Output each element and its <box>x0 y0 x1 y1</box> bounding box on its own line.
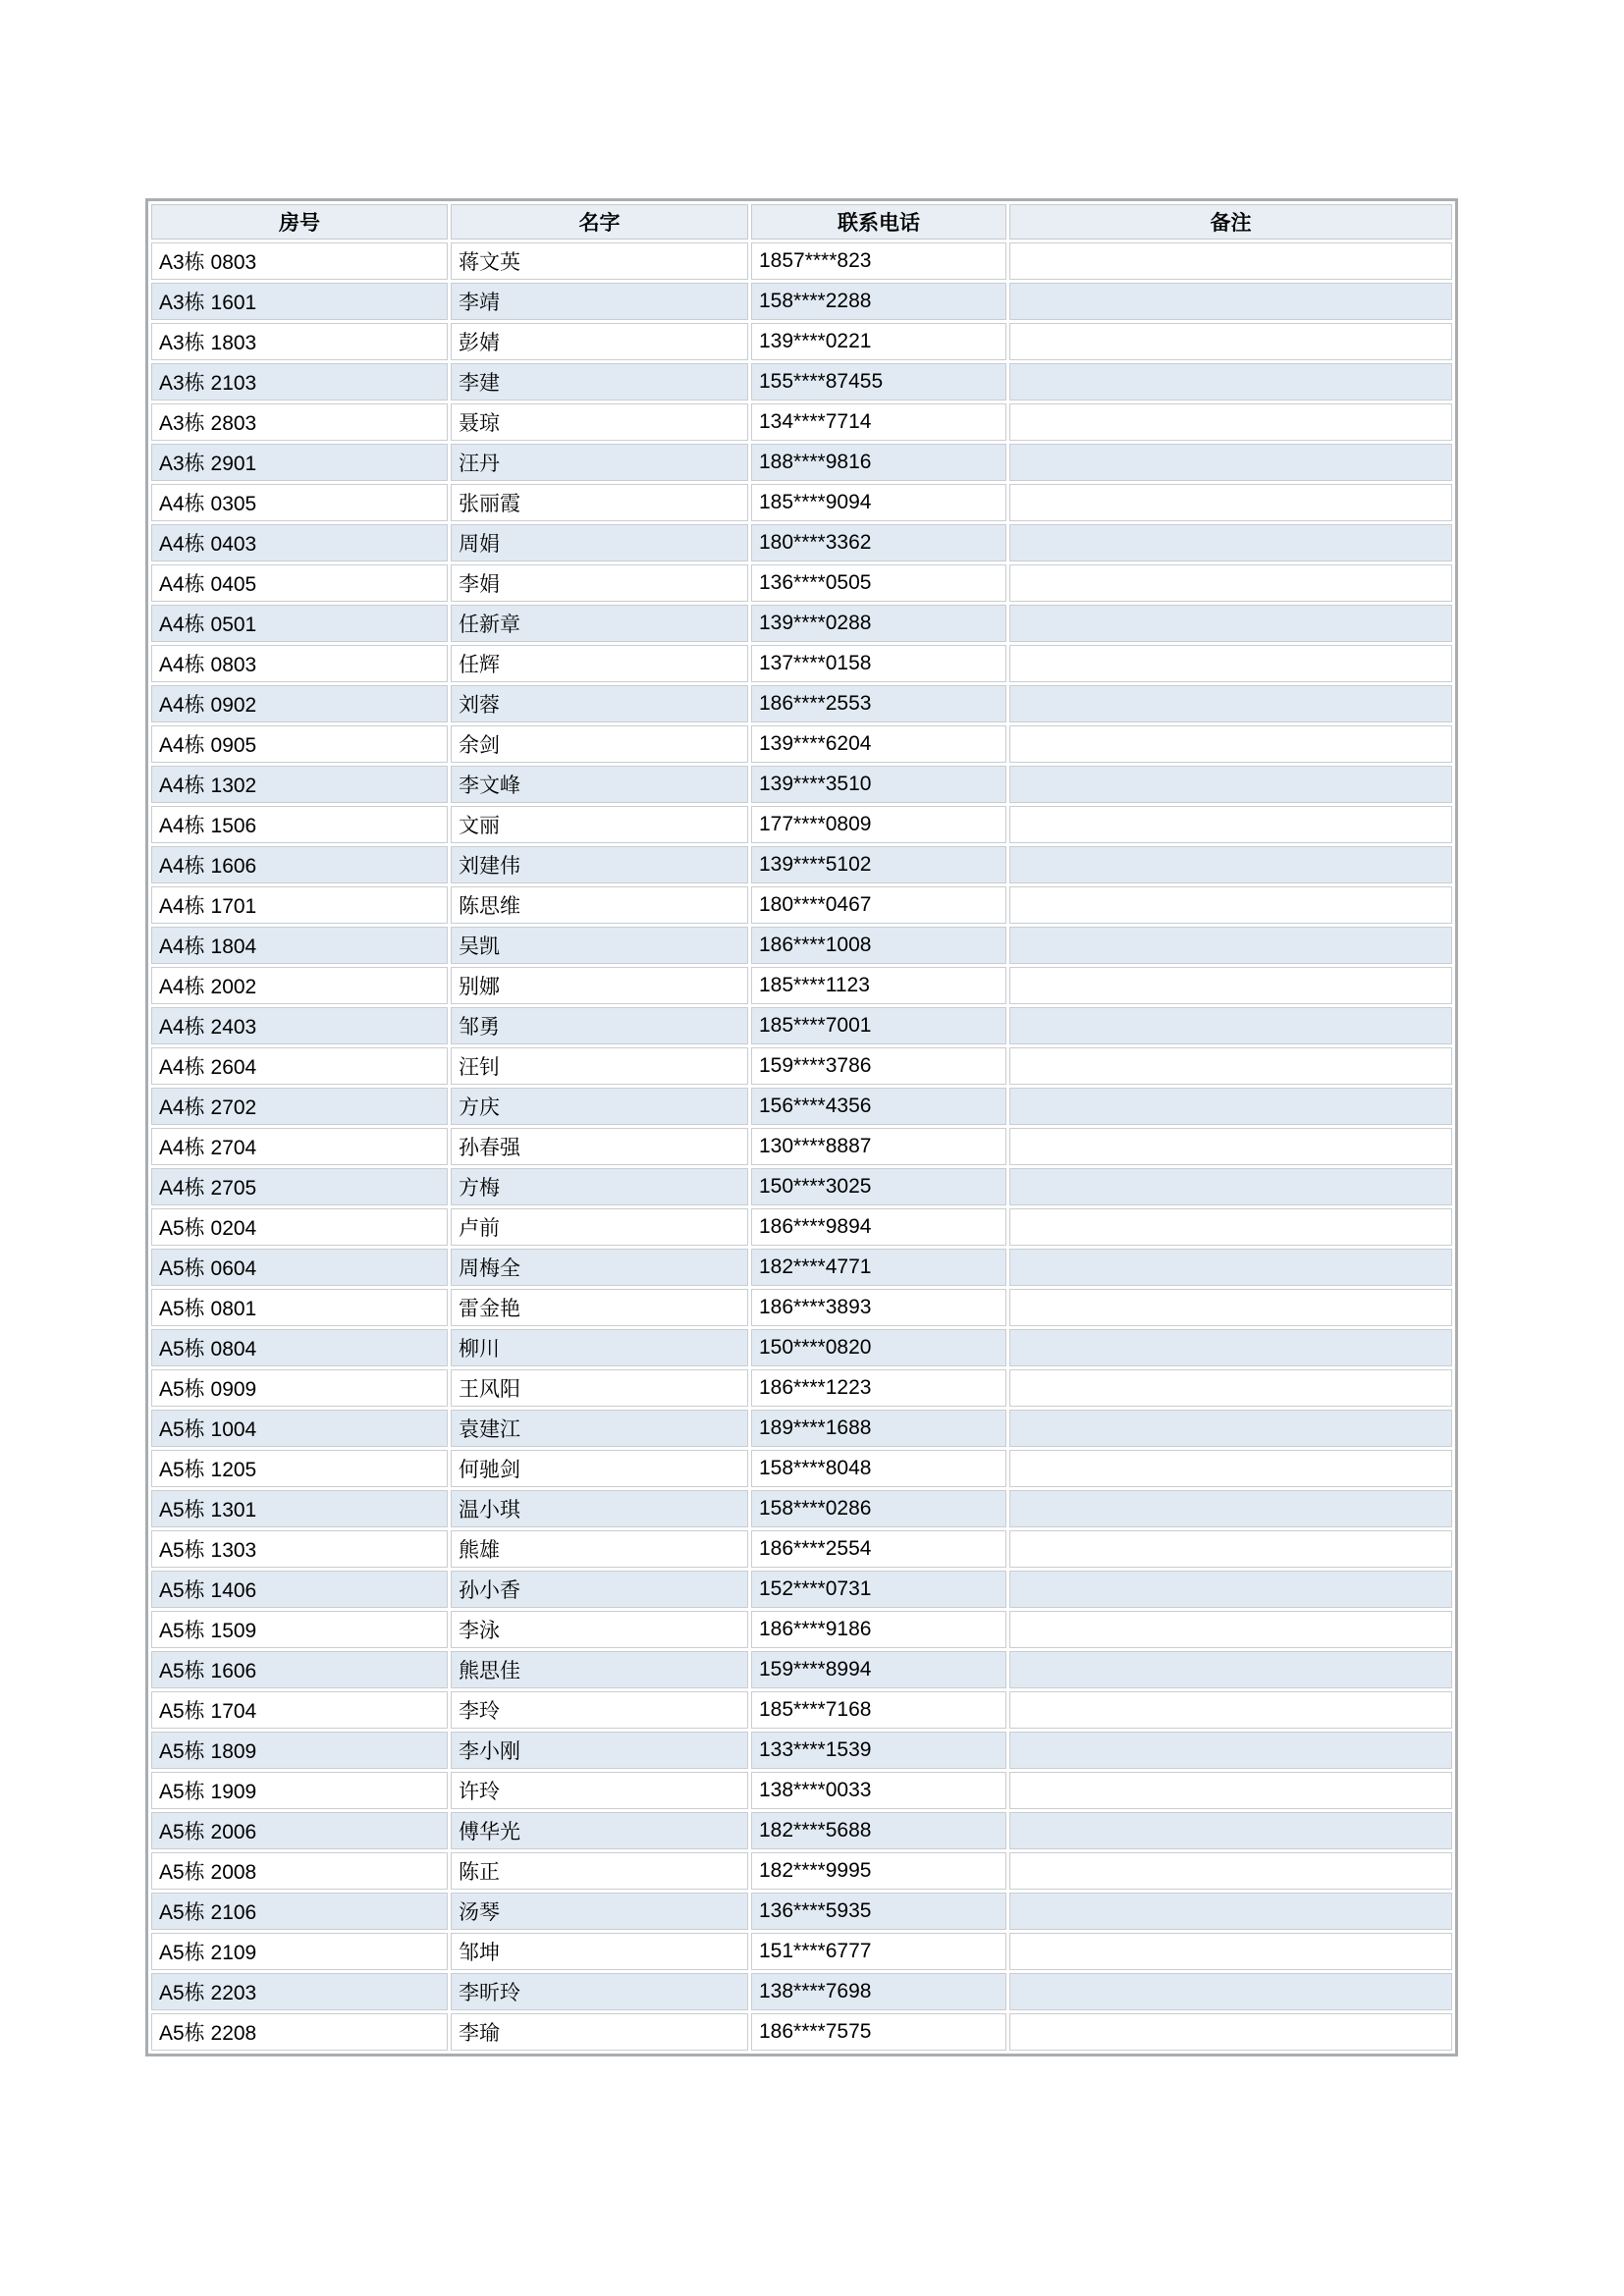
phone-cell: 185****7001 <box>751 1007 1006 1044</box>
name-cell: 卢前 <box>451 1208 748 1246</box>
remark-cell <box>1009 1369 1452 1407</box>
room-cell: A4栋 2702 <box>151 1088 448 1125</box>
remark-cell <box>1009 1168 1452 1205</box>
phone-cell: 159****3786 <box>751 1047 1006 1085</box>
column-header-phone: 联系电话 <box>751 204 1006 240</box>
phone-cell: 158****2288 <box>751 283 1006 320</box>
room-cell: A5栋 1205 <box>151 1450 448 1487</box>
name-cell: 汤琴 <box>451 1893 748 1930</box>
remark-cell <box>1009 1329 1452 1366</box>
remark-cell <box>1009 1651 1452 1688</box>
phone-cell: 134****7714 <box>751 403 1006 441</box>
remark-cell <box>1009 766 1452 803</box>
table-row <box>151 1128 1452 1165</box>
phone-cell: 159****8994 <box>751 1651 1006 1688</box>
table-row <box>151 1732 1452 1769</box>
name-cell: 周梅全 <box>451 1249 748 1286</box>
table-header-row <box>151 204 1452 240</box>
name-cell: 刘建伟 <box>451 846 748 883</box>
phone-cell: 156****4356 <box>751 1088 1006 1125</box>
table-row <box>151 1530 1452 1568</box>
room-cell: A4栋 1302 <box>151 766 448 803</box>
phone-cell: 188****9816 <box>751 444 1006 481</box>
name-cell: 李文峰 <box>451 766 748 803</box>
room-cell: A3栋 1601 <box>151 283 448 320</box>
room-cell: A4栋 1804 <box>151 927 448 964</box>
name-cell: 陈正 <box>451 1852 748 1890</box>
column-header-name: 名字 <box>451 204 748 240</box>
table-row <box>151 323 1452 360</box>
phone-cell: 133****1539 <box>751 1732 1006 1769</box>
table-row <box>151 766 1452 803</box>
table-row <box>151 1611 1452 1648</box>
name-cell: 熊雄 <box>451 1530 748 1568</box>
table-row <box>151 927 1452 964</box>
phone-cell: 139****0288 <box>751 605 1006 642</box>
phone-cell: 155****87455 <box>751 363 1006 400</box>
table-row <box>151 564 1452 602</box>
remark-cell <box>1009 242 1452 280</box>
name-cell: 何驰剑 <box>451 1450 748 1487</box>
table-row <box>151 1410 1452 1447</box>
name-cell: 许玲 <box>451 1772 748 1809</box>
name-cell: 李娟 <box>451 564 748 602</box>
name-cell: 文丽 <box>451 806 748 843</box>
room-cell: A4栋 0405 <box>151 564 448 602</box>
table-row <box>151 1490 1452 1527</box>
room-cell: A3栋 2103 <box>151 363 448 400</box>
remark-cell <box>1009 1571 1452 1608</box>
room-cell: A5栋 1303 <box>151 1530 448 1568</box>
table-row <box>151 1933 1452 1970</box>
room-cell: A4栋 0501 <box>151 605 448 642</box>
name-cell: 傅华光 <box>451 1812 748 1849</box>
phone-cell: 186****9894 <box>751 1208 1006 1246</box>
name-cell: 袁建江 <box>451 1410 748 1447</box>
phone-cell: 180****3362 <box>751 524 1006 561</box>
name-cell: 聂琼 <box>451 403 748 441</box>
name-cell: 李靖 <box>451 283 748 320</box>
name-cell: 余剑 <box>451 725 748 763</box>
phone-cell: 158****8048 <box>751 1450 1006 1487</box>
name-cell: 熊思佳 <box>451 1651 748 1688</box>
name-cell: 任辉 <box>451 645 748 682</box>
remark-cell <box>1009 806 1452 843</box>
table-row <box>151 967 1452 1004</box>
room-cell: A4栋 2002 <box>151 967 448 1004</box>
table-row <box>151 685 1452 722</box>
table-row <box>151 725 1452 763</box>
table-row <box>151 363 1452 400</box>
remark-cell <box>1009 1973 1452 2010</box>
room-cell: A5栋 2208 <box>151 2013 448 2051</box>
phone-cell: 138****0033 <box>751 1772 1006 1809</box>
room-cell: A5栋 1606 <box>151 1651 448 1688</box>
remark-cell <box>1009 2013 1452 2051</box>
remark-cell <box>1009 685 1452 722</box>
room-cell: A5栋 1406 <box>151 1571 448 1608</box>
room-cell: A5栋 2203 <box>151 1973 448 2010</box>
room-cell: A5栋 1004 <box>151 1410 448 1447</box>
table-row <box>151 1369 1452 1407</box>
remark-cell <box>1009 1249 1452 1286</box>
room-cell: A4栋 2403 <box>151 1007 448 1044</box>
remark-cell <box>1009 1812 1452 1849</box>
room-cell: A5栋 0604 <box>151 1249 448 1286</box>
phone-cell: 185****7168 <box>751 1691 1006 1729</box>
phone-cell: 186****7575 <box>751 2013 1006 2051</box>
room-cell: A4栋 2604 <box>151 1047 448 1085</box>
remark-cell <box>1009 484 1452 521</box>
remark-cell <box>1009 645 1452 682</box>
remark-cell <box>1009 886 1452 924</box>
remark-cell <box>1009 363 1452 400</box>
name-cell: 刘蓉 <box>451 685 748 722</box>
table-row <box>151 1691 1452 1729</box>
table-row <box>151 283 1452 320</box>
table-row <box>151 2013 1452 2051</box>
table-row <box>151 1893 1452 1930</box>
phone-cell: 130****8887 <box>751 1128 1006 1165</box>
table-row <box>151 846 1452 883</box>
room-cell: A4栋 0902 <box>151 685 448 722</box>
room-cell: A4栋 1701 <box>151 886 448 924</box>
phone-cell: 138****7698 <box>751 1973 1006 2010</box>
room-cell: A5栋 0204 <box>151 1208 448 1246</box>
remark-cell <box>1009 1208 1452 1246</box>
table-row <box>151 1249 1452 1286</box>
name-cell: 方庆 <box>451 1088 748 1125</box>
table-row <box>151 806 1452 843</box>
phone-cell: 1857****823 <box>751 242 1006 280</box>
room-cell: A4栋 1506 <box>151 806 448 843</box>
remark-cell <box>1009 1772 1452 1809</box>
name-cell: 李瑜 <box>451 2013 748 2051</box>
table-row <box>151 524 1452 561</box>
table-row <box>151 1772 1452 1809</box>
remark-cell <box>1009 564 1452 602</box>
name-cell: 李小刚 <box>451 1732 748 1769</box>
room-cell: A5栋 1704 <box>151 1691 448 1729</box>
remark-cell <box>1009 967 1452 1004</box>
remark-cell <box>1009 846 1452 883</box>
name-cell: 任新章 <box>451 605 748 642</box>
room-cell: A4栋 2705 <box>151 1168 448 1205</box>
remark-cell <box>1009 605 1452 642</box>
room-cell: A3栋 0803 <box>151 242 448 280</box>
resident-contact-table <box>145 198 1458 2056</box>
phone-cell: 189****1688 <box>751 1410 1006 1447</box>
name-cell: 张丽霞 <box>451 484 748 521</box>
table-row <box>151 1812 1452 1849</box>
table-row <box>151 1007 1452 1044</box>
remark-cell <box>1009 403 1452 441</box>
table-row <box>151 1450 1452 1487</box>
table-row <box>151 484 1452 521</box>
remark-cell <box>1009 1128 1452 1165</box>
column-header-room: 房号 <box>151 204 448 240</box>
remark-cell <box>1009 1732 1452 1769</box>
phone-cell: 139****6204 <box>751 725 1006 763</box>
phone-cell: 186****9186 <box>751 1611 1006 1648</box>
name-cell: 汪丹 <box>451 444 748 481</box>
name-cell: 李玲 <box>451 1691 748 1729</box>
table-row <box>151 886 1452 924</box>
room-cell: A5栋 0804 <box>151 1329 448 1366</box>
table-row <box>151 1047 1452 1085</box>
remark-cell <box>1009 1893 1452 1930</box>
table-row <box>151 1329 1452 1366</box>
remark-cell <box>1009 444 1452 481</box>
room-cell: A5栋 1809 <box>151 1732 448 1769</box>
room-cell: A5栋 2106 <box>151 1893 448 1930</box>
room-cell: A5栋 0909 <box>151 1369 448 1407</box>
column-header-remark: 备注 <box>1009 204 1452 240</box>
room-cell: A5栋 0801 <box>151 1289 448 1326</box>
name-cell: 邹坤 <box>451 1933 748 1970</box>
phone-cell: 182****4771 <box>751 1249 1006 1286</box>
phone-cell: 177****0809 <box>751 806 1006 843</box>
phone-cell: 180****0467 <box>751 886 1006 924</box>
room-cell: A4栋 0803 <box>151 645 448 682</box>
phone-cell: 186****2554 <box>751 1530 1006 1568</box>
table-row <box>151 1088 1452 1125</box>
phone-cell: 186****1223 <box>751 1369 1006 1407</box>
room-cell: A4栋 0305 <box>151 484 448 521</box>
room-cell: A5栋 1301 <box>151 1490 448 1527</box>
name-cell: 雷金艳 <box>451 1289 748 1326</box>
phone-cell: 150****0820 <box>751 1329 1006 1366</box>
remark-cell <box>1009 1007 1452 1044</box>
name-cell: 吴凯 <box>451 927 748 964</box>
table-row <box>151 1571 1452 1608</box>
table-row <box>151 1208 1452 1246</box>
phone-cell: 186****2553 <box>751 685 1006 722</box>
name-cell: 柳川 <box>451 1329 748 1366</box>
name-cell: 孙春强 <box>451 1128 748 1165</box>
phone-cell: 151****6777 <box>751 1933 1006 1970</box>
phone-cell: 139****0221 <box>751 323 1006 360</box>
table-row <box>151 1973 1452 2010</box>
table-row <box>151 444 1452 481</box>
table-row <box>151 605 1452 642</box>
phone-cell: 186****3893 <box>751 1289 1006 1326</box>
room-cell: A3栋 1803 <box>151 323 448 360</box>
name-cell: 邹勇 <box>451 1007 748 1044</box>
remark-cell <box>1009 1410 1452 1447</box>
remark-cell <box>1009 1088 1452 1125</box>
remark-cell <box>1009 1691 1452 1729</box>
phone-cell: 139****3510 <box>751 766 1006 803</box>
phone-cell: 150****3025 <box>751 1168 1006 1205</box>
name-cell: 李泳 <box>451 1611 748 1648</box>
room-cell: A4栋 0403 <box>151 524 448 561</box>
room-cell: A5栋 1909 <box>151 1772 448 1809</box>
name-cell: 蒋文英 <box>451 242 748 280</box>
remark-cell <box>1009 1530 1452 1568</box>
phone-cell: 158****0286 <box>751 1490 1006 1527</box>
remark-cell <box>1009 1047 1452 1085</box>
table-row <box>151 645 1452 682</box>
name-cell: 孙小香 <box>451 1571 748 1608</box>
remark-cell <box>1009 725 1452 763</box>
remark-cell <box>1009 1450 1452 1487</box>
remark-cell <box>1009 1490 1452 1527</box>
room-cell: A3栋 2803 <box>151 403 448 441</box>
name-cell: 彭婧 <box>451 323 748 360</box>
room-cell: A4栋 1606 <box>151 846 448 883</box>
remark-cell <box>1009 927 1452 964</box>
table-row <box>151 1289 1452 1326</box>
phone-cell: 186****1008 <box>751 927 1006 964</box>
name-cell: 方梅 <box>451 1168 748 1205</box>
phone-cell: 185****9094 <box>751 484 1006 521</box>
table-row <box>151 1168 1452 1205</box>
name-cell: 王风阳 <box>451 1369 748 1407</box>
room-cell: A5栋 2109 <box>151 1933 448 1970</box>
phone-cell: 182****9995 <box>751 1852 1006 1890</box>
remark-cell <box>1009 283 1452 320</box>
room-cell: A5栋 1509 <box>151 1611 448 1648</box>
remark-cell <box>1009 1852 1452 1890</box>
phone-cell: 136****0505 <box>751 564 1006 602</box>
name-cell: 别娜 <box>451 967 748 1004</box>
remark-cell <box>1009 1611 1452 1648</box>
name-cell: 陈思维 <box>451 886 748 924</box>
room-cell: A3栋 2901 <box>151 444 448 481</box>
room-cell: A5栋 2008 <box>151 1852 448 1890</box>
room-cell: A4栋 2704 <box>151 1128 448 1165</box>
name-cell: 李昕玲 <box>451 1973 748 2010</box>
phone-cell: 137****0158 <box>751 645 1006 682</box>
table-row <box>151 403 1452 441</box>
table-row <box>151 1651 1452 1688</box>
table-row <box>151 1852 1452 1890</box>
remark-cell <box>1009 323 1452 360</box>
name-cell: 温小琪 <box>451 1490 748 1527</box>
table-row <box>151 242 1452 280</box>
phone-cell: 185****1123 <box>751 967 1006 1004</box>
remark-cell <box>1009 1289 1452 1326</box>
name-cell: 汪钊 <box>451 1047 748 1085</box>
remark-cell <box>1009 524 1452 561</box>
name-cell: 李建 <box>451 363 748 400</box>
room-cell: A4栋 0905 <box>151 725 448 763</box>
phone-cell: 152****0731 <box>751 1571 1006 1608</box>
room-cell: A5栋 2006 <box>151 1812 448 1849</box>
phone-cell: 136****5935 <box>751 1893 1006 1930</box>
phone-cell: 182****5688 <box>751 1812 1006 1849</box>
name-cell: 周娟 <box>451 524 748 561</box>
phone-cell: 139****5102 <box>751 846 1006 883</box>
remark-cell <box>1009 1933 1452 1970</box>
